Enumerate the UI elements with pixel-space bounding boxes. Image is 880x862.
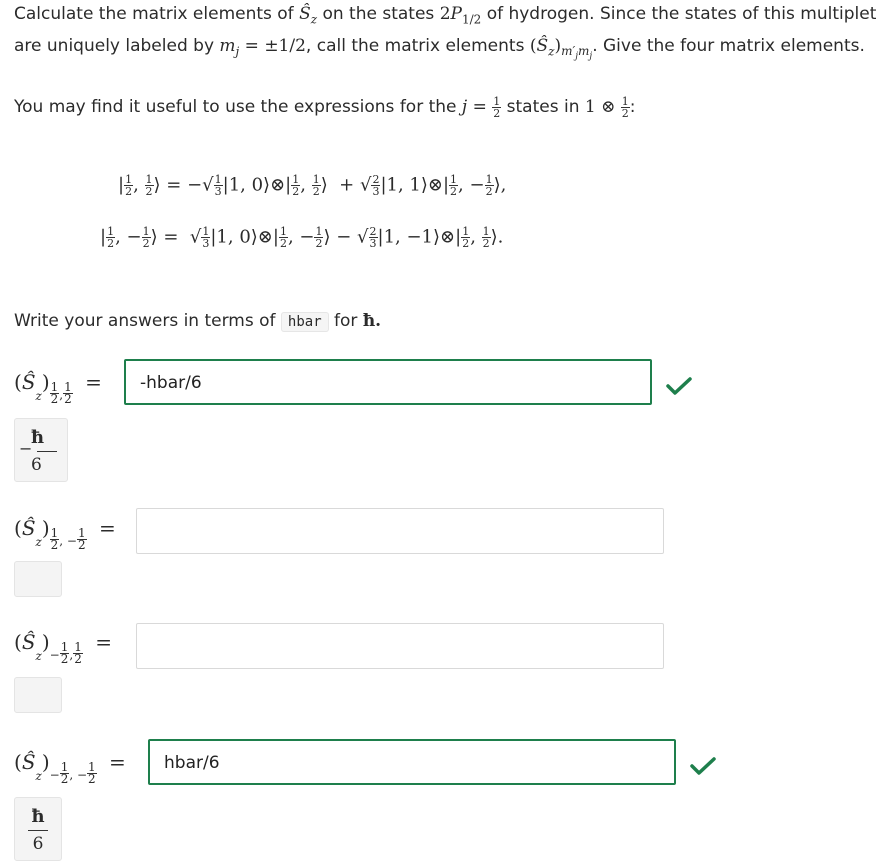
equation-2: | $\frac{1}{2}$ , − $\frac{1}{2}$ ⟩ = √ $\frac{1}{3}$ |1, 0⟩⊗| $\frac{1}{2}$ , − $\frac{1}{2}$ ⟩ − √ $\frac{2}{3}$ |1, −1⟩⊗| $\frac{1}{2}$ , $\frac{1}{2}$ ⟩. [100,225,504,250]
label-element-4: $(Ŝ_z)_-$ $\frac{1}{2}$ $_{, -}$ $\frac{1}{2}$ = [14,750,126,786]
term-2p12: $2P_{1/2}$ [439,4,482,27]
intro-text-1a: Calculate the matrix elements of [14,4,294,24]
preview-sign-1: − [19,439,33,458]
check-icon [666,376,692,396]
hint-text-c: : [629,97,636,117]
hint-text-a: You may find it useful to use the expressions for the [14,97,457,117]
mj-label: $m_j = \pm 1/2$ [219,36,306,59]
answer-input-4[interactable]: hbar/6 [148,739,676,785]
preview-num-1: ħ [31,427,45,448]
problem-text-line-2 [14,36,865,62]
answer-note-text: Write your answers in terms of [14,311,276,331]
answer-preview-1 [14,418,68,482]
answer-preview-4 [14,797,62,861]
j-half: j = $\frac{1}{2}$ [461,95,501,120]
hbar-code: hbar [281,312,329,332]
tensor-product: 1 ⊗ $\frac{1}{2}$ [584,95,629,120]
intro-text-2b: , call the matrix elements [305,36,525,56]
answer-note-for: for [334,311,358,331]
sz-operator: $Ŝ_z$ [299,4,318,27]
preview-den-4: 6 [32,834,44,854]
check-icon [690,756,716,776]
intro-text-1c: of hydrogen. Since the states of this multiplet [486,4,877,24]
answer-input-2[interactable] [136,508,664,554]
hbar-symbol: ħ. [362,311,382,331]
preview-den-1: 6 [31,455,42,475]
matrix-element-symbol: $(Ŝ_z)_{m'_jm_j}$ [529,36,593,62]
label-element-1: $(Ŝ_z)$ $\frac{1}{2}$ $_,$ $\frac{1}{2}$ = [14,370,102,406]
answer-preview-2 [14,561,62,597]
problem-text-line-1 [14,4,876,26]
label-element-3: $(Ŝ_z)_-$ $\frac{1}{2}$ $_,$ $\frac{1}{2}$ = [14,630,112,666]
answer-preview-3 [14,677,62,713]
answer-input-1[interactable]: -hbar/6 [124,359,652,405]
equation-1: | $\frac{1}{2}$ , $\frac{1}{2}$ ⟩ = −√ $\frac{1}{3}$ |1, 0⟩⊗| $\frac{1}{2}$ , $\frac{1}{2}$ ⟩ + √ $\frac{2}{3}$ |1, 1⟩⊗| $\frac{1}{2}$ , − $\frac{1}{2}$ ⟩, [118,173,507,198]
answer-note [14,311,381,331]
answer-input-3[interactable] [136,623,664,669]
preview-num-4: ħ [31,806,45,827]
hint-text-b: states in [506,97,580,117]
intro-text-1b: on the states [322,4,435,24]
intro-text-2c: . Give the four matrix elements. [592,36,865,56]
label-element-2: $(Ŝ_z)$ $\frac{1}{2}$ $_{, -}$ $\frac{1}{2}$ = [14,516,116,552]
hint-text [14,96,636,119]
intro-text-2a: are uniquely labeled by [14,36,214,56]
